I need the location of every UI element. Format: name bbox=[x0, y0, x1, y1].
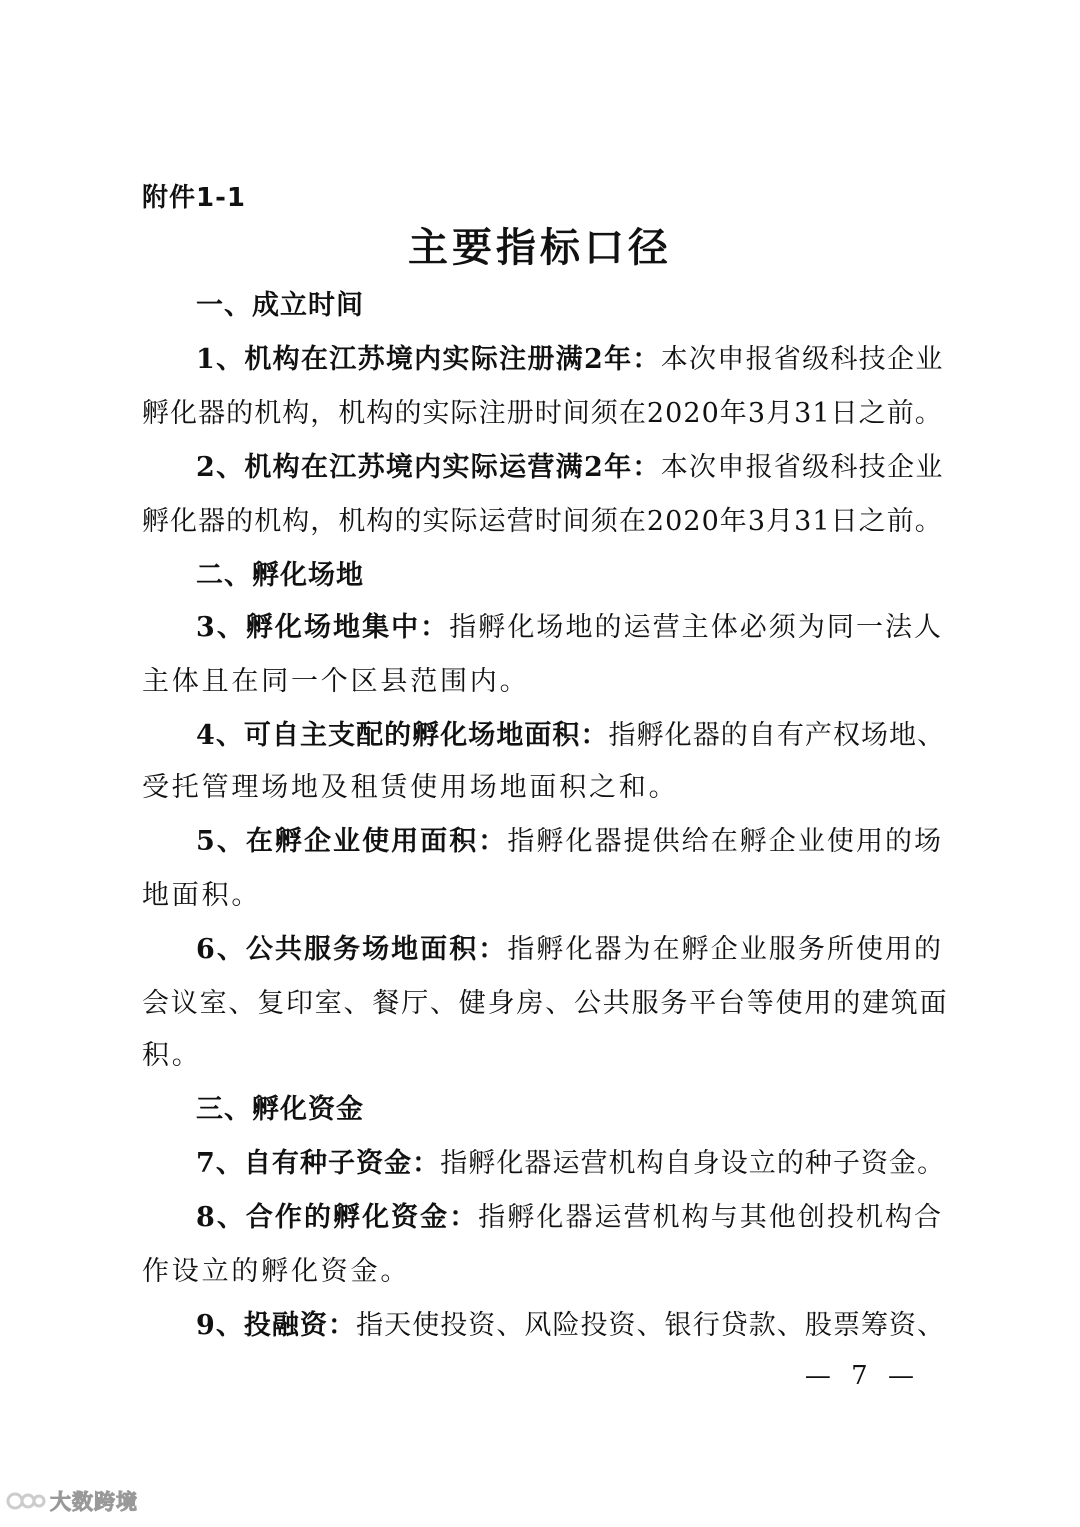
item-5-line-1 bbox=[196, 822, 947, 862]
item-8-lead: 8、合作的孵化资金： bbox=[196, 1202, 479, 1233]
item-3-lead: 3、孵化场地集中： bbox=[196, 612, 450, 643]
item-4-line-1 bbox=[196, 716, 947, 756]
item-6-line-1 bbox=[196, 930, 947, 970]
item-8-line-1 bbox=[196, 1198, 947, 1238]
item-1-lead: 1、机构在江苏境内实际注册满2年： bbox=[196, 344, 661, 375]
attachment-label: 附件1-1 bbox=[142, 183, 246, 213]
item-6-lead: 6、公共服务场地面积： bbox=[196, 934, 508, 965]
section-heading-2: 二、孵化场地 bbox=[196, 560, 364, 591]
item-3-line-1 bbox=[196, 608, 947, 648]
item-2-text: 本次申报省级科技企业 bbox=[660, 452, 944, 483]
item-6-text: 指孵化器为在孵企业服务所使用的 bbox=[507, 934, 944, 965]
item-4-text: 指孵化器的自有产权场地、 bbox=[608, 720, 946, 751]
item-2-line-1 bbox=[196, 448, 947, 488]
logo-icon bbox=[6, 1488, 46, 1514]
item-9-line-1 bbox=[196, 1306, 947, 1346]
item-9-lead: 9、投融资： bbox=[196, 1310, 357, 1341]
watermark-text: 大数跨境 bbox=[50, 1490, 138, 1514]
item-3-line-2: 主体且在同一个区县范围内。 bbox=[142, 666, 530, 697]
page-number: — 7 — bbox=[804, 1361, 920, 1391]
section-heading-3: 三、孵化资金 bbox=[196, 1094, 364, 1125]
item-5-line-2: 地面积。 bbox=[142, 880, 262, 911]
item-3-text: 指孵化场地的运营主体必须为同一法人 bbox=[449, 612, 944, 643]
item-9-text: 指天使投资、风险投资、银行贷款、股票筹资、 bbox=[356, 1310, 946, 1341]
page-title: 主要指标口径 bbox=[408, 224, 672, 271]
item-4-lead: 4、可自主支配的孵化场地面积： bbox=[196, 720, 609, 751]
item-7-lead: 7、自有种子资金： bbox=[196, 1148, 441, 1179]
item-1-text: 本次申报省级科技企业 bbox=[660, 344, 944, 375]
section-heading-1: 一、成立时间 bbox=[196, 290, 364, 321]
item-2-line-2: 孵化器的机构，机构的实际运营时间须在2020年3月31日之前。 bbox=[142, 506, 943, 537]
item-7-line-1 bbox=[196, 1144, 947, 1184]
item-2-lead: 2、机构在江苏境内实际运营满2年： bbox=[196, 452, 661, 483]
item-7-text: 指孵化器运营机构自身设立的种子资金。 bbox=[440, 1148, 946, 1179]
item-1-line-1 bbox=[196, 340, 947, 380]
item-5-lead: 5、在孵企业使用面积： bbox=[196, 826, 508, 857]
item-4-line-2: 受托管理场地及租赁使用场地面积之和。 bbox=[142, 772, 679, 803]
item-8-text: 指孵化器运营机构与其他创投机构合 bbox=[478, 1202, 944, 1233]
watermark bbox=[6, 1486, 138, 1516]
item-5-text: 指孵化器提供给在孵企业使用的场 bbox=[507, 826, 944, 857]
item-6-line-2: 会议室、复印室、餐厅、健身房、公共服务平台等使用的建筑面 bbox=[142, 988, 949, 1019]
item-8-line-2: 作设立的孵化资金。 bbox=[142, 1256, 411, 1287]
item-1-line-2: 孵化器的机构，机构的实际注册时间须在2020年3月31日之前。 bbox=[142, 398, 943, 429]
item-6-line-3: 积。 bbox=[142, 1040, 202, 1071]
